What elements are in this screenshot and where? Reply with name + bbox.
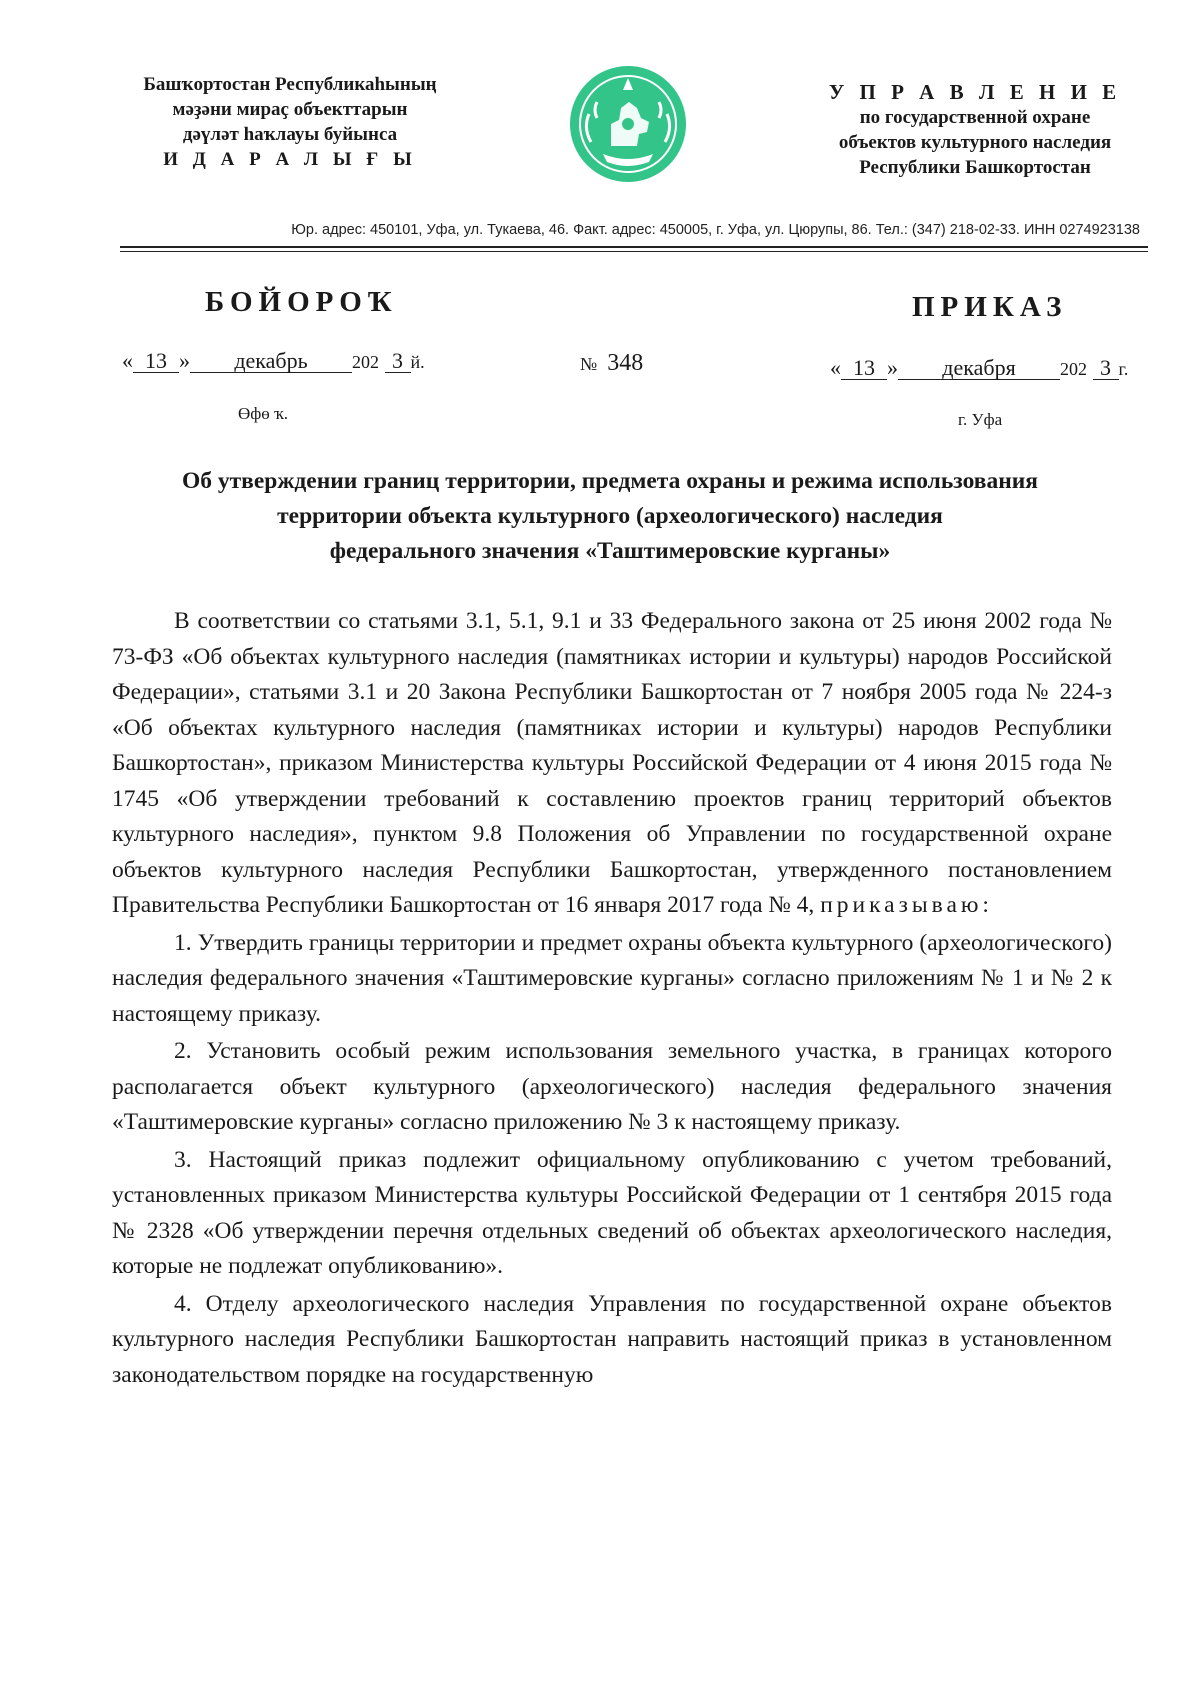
city-russian: г. Уфа (958, 410, 1003, 429)
quote-open: « (830, 355, 841, 380)
quote-close: » (887, 355, 898, 380)
order-number (580, 350, 643, 377)
order-item: 3. Настоящий приказ подлежит официальному опубликованию с учетом требований, установленных приказом Министерства культуры Российской Федерации от 1 сентября 2015 года № 2328 «Об утверждении перечня отдельных сведений об объектах археологического наследия, которые не подлежат опубликованию». (112, 1146, 1112, 1279)
title-line: территории объекта культурного (археологического) наследия (277, 503, 943, 529)
quote-open: « (122, 348, 133, 373)
header-divider-thin (120, 251, 1148, 252)
document-title (110, 464, 1110, 569)
header-russian-line: объектов культурного наследия (838, 132, 1112, 153)
header-divider (120, 246, 1148, 248)
header-russian-line: Республики Башкортостан (859, 157, 1091, 178)
number-value: 348 (607, 350, 644, 376)
date-suffix: г. (1118, 359, 1129, 379)
preamble-text: В соответствии со статьями 3.1, 5.1, 9.1 и 33 Федерального закона от 25 июня 2002 года № 73-ФЗ «Об объектах культурного наследия (памятниках истории и культуры) народов Российской Федерации», статьями 3.1 и 20 Закона Республики Башкортостан от 7 ноября 2005 года № 224-з «Об объектах культурного наследия (памятниках истории и культуры) народов Республики Башкортостан», приказом Министерства культуры Российской Федерации от 4 июня 2015 года № 1745 «Об утверждении требований к составлению проектов границ территорий объектов культурного наследия», пунктом 9.8 Положения об Управлении по государственной охране объектов культурного наследия Республики Башкортостан, утвержденного постановлением Правительства Республики Башкортостан от 16 января 2017 года № 4, (112, 608, 1112, 918)
header-bashkir-line: И Д А Р А Л Ы Ғ Ы (163, 149, 417, 170)
header-bashkir-block (100, 72, 480, 172)
title-line: Об утверждении границ территории, предмета охраны и режима использования (181, 468, 1038, 494)
header-bashkir-line: Башҡортостан Республикаһының (143, 74, 437, 95)
date-month: декабрь (190, 350, 352, 373)
order-date-bashkir (122, 348, 425, 374)
city-bashkir: Өфө ҡ. (238, 404, 289, 423)
date-suffix: й. (410, 352, 425, 372)
header-russian-title: У П Р А В Л Е Н И Е (828, 80, 1122, 104)
date-year-digit: 3 (385, 350, 411, 373)
date-year-digit: 3 (1093, 357, 1119, 380)
preamble-paragraph (112, 604, 1112, 924)
header-bashkir-line: мәҙәни мираҫ объекттарын (172, 99, 408, 120)
order-word: приказываю: (820, 892, 993, 918)
order-kind-russian: ПРИКАЗ (912, 291, 1068, 323)
date-day: 13 (841, 357, 887, 380)
order-item: 4. Отделу археологического наследия Управления по государственной охране объектов культурного наследия Республики Башкортостан направить настоящий приказ в установленном законодательством порядке на государственную (112, 1290, 1112, 1388)
date-year-prefix: 202 (352, 352, 379, 372)
header-russian-block (780, 80, 1170, 180)
order-kind-bashkir: БОЙОРОҠ (205, 286, 398, 318)
number-sign: № (580, 354, 598, 374)
date-month: декабря (898, 357, 1060, 380)
title-line: федерального значения «Таштимеровские курганы» (329, 538, 891, 564)
date-year-prefix: 202 (1060, 359, 1087, 379)
date-day: 13 (133, 350, 179, 373)
bashkortostan-coat-of-arms-icon (567, 62, 689, 188)
order-item: 1. Утвердить границы территории и предмет охраны объекта культурного (археологического) наследия федерального значения «Таштимеровские курганы» согласно приложениям № 1 и № 2 к настоящему приказу. (112, 929, 1112, 1027)
document-body (112, 604, 1112, 1393)
legal-address: Юр. адрес: 450101, Уфа, ул. Тукаева, 46. Факт. адрес: 450005, г. Уфа, ул. Цюрупы, 86. Тел.: (347) 218-02-33. ИНН 0274923138 (291, 222, 1140, 238)
order-item: 2. Установить особый режим использования земельного участка, в границах которого располагается объект культурного (археологического) наследия федерального значения «Таштимеровские курганы» согласно приложению № 3 к настоящему приказу. (112, 1038, 1112, 1135)
order-date-russian (830, 355, 1128, 381)
quote-close: » (179, 348, 190, 373)
header-bashkir-line: дәүләт һаҡлауы буйынса (182, 124, 398, 145)
header-russian-line: по государственной охране (859, 107, 1091, 128)
